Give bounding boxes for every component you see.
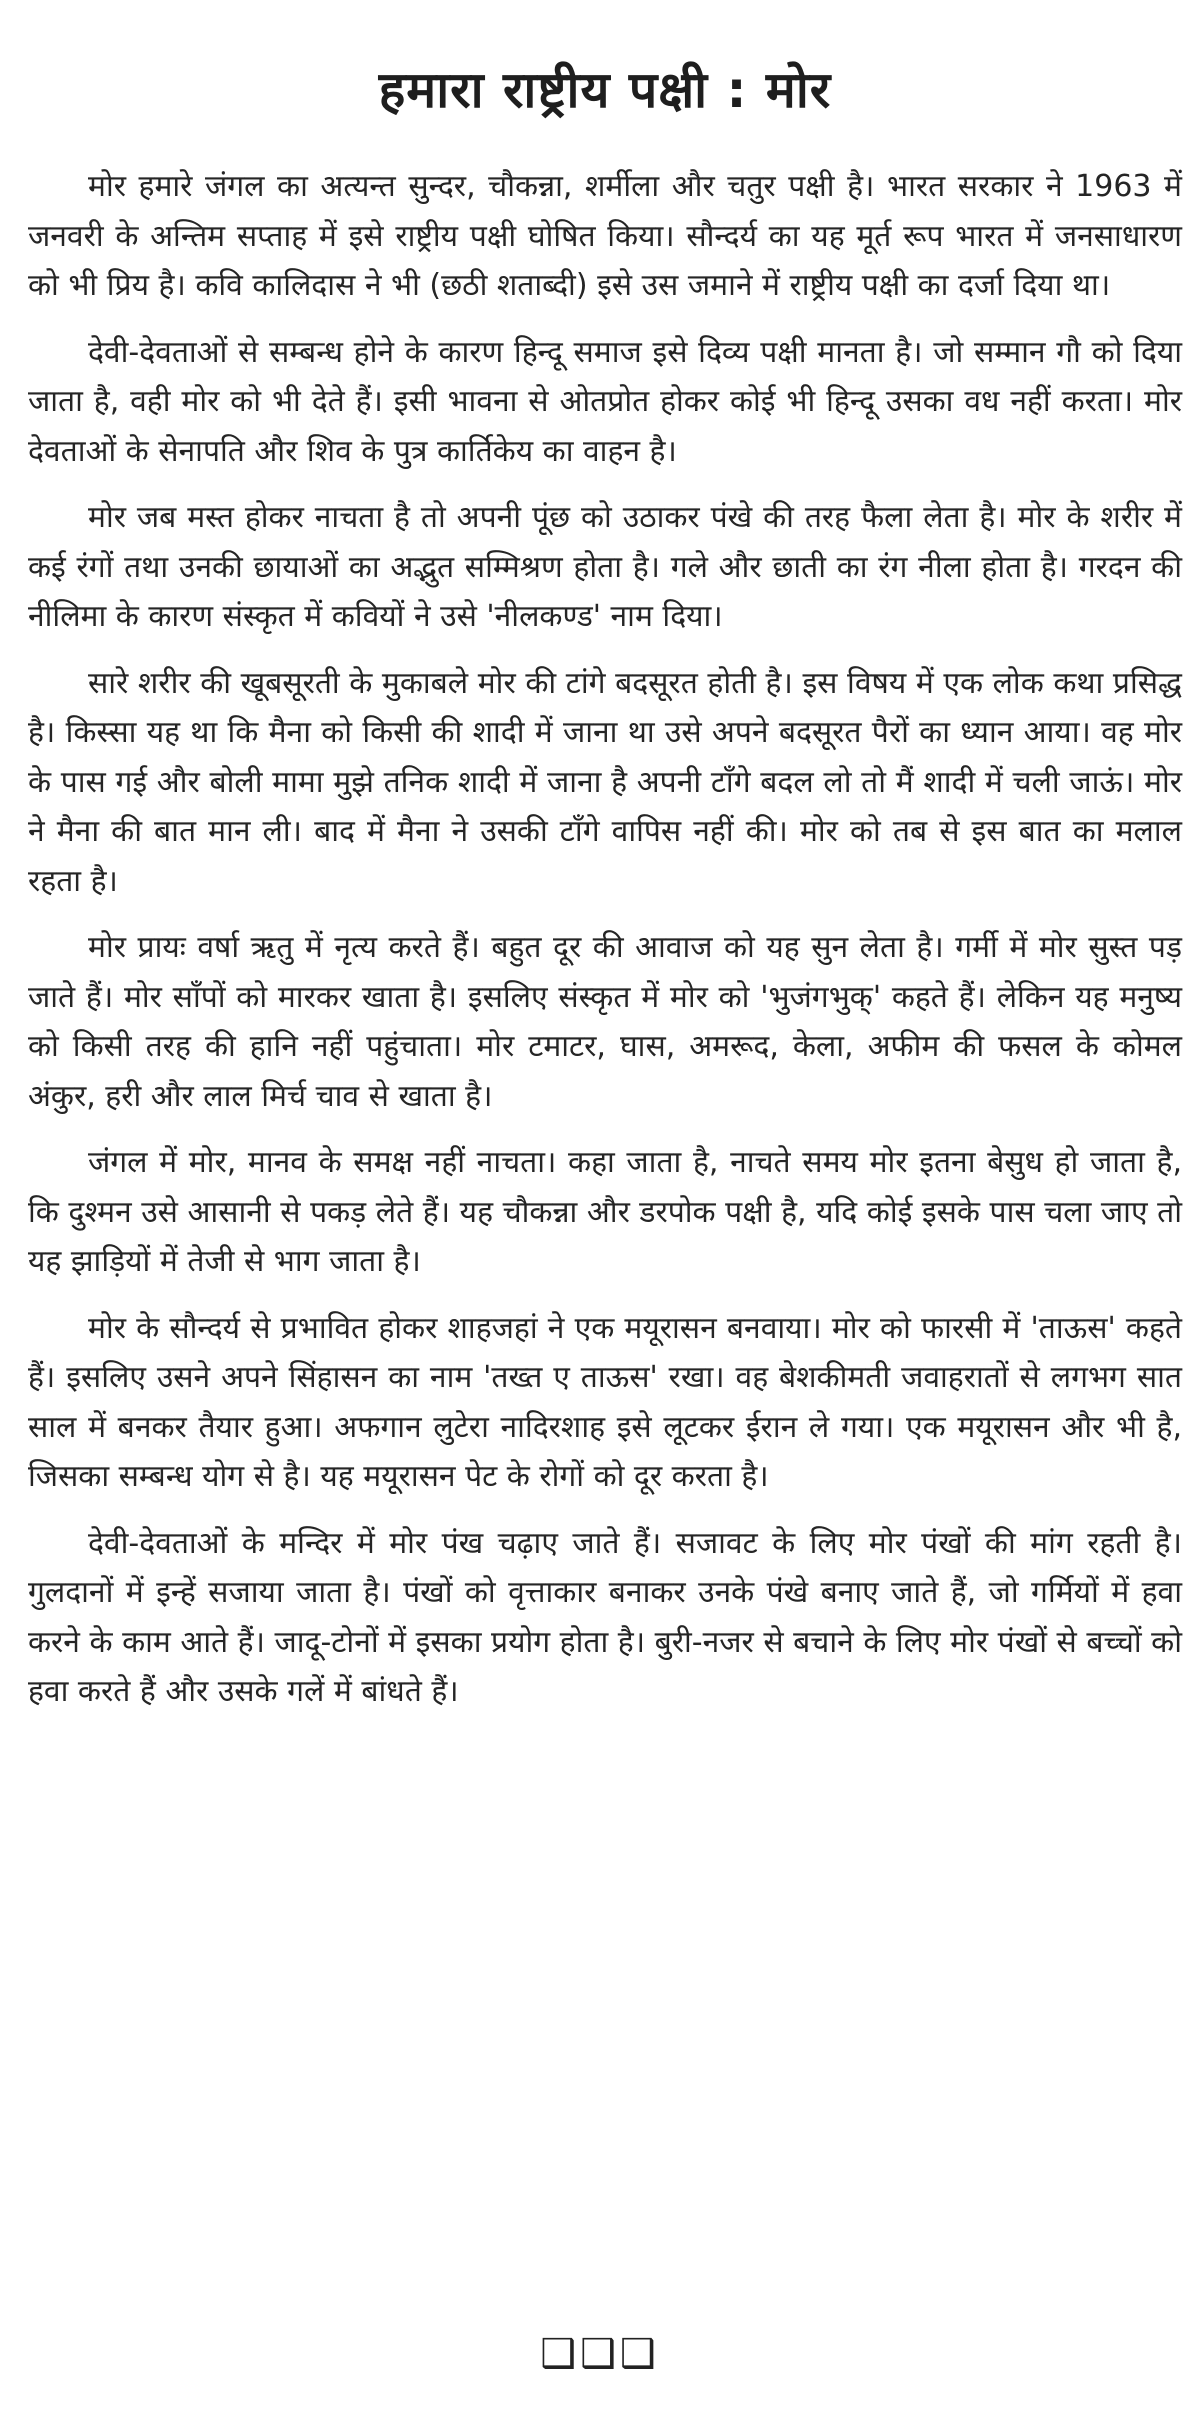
paragraph-6: जंगल में मोर, मानव के समक्ष नहीं नाचता। कहा जाता है, नाचते समय मोर इतना बेसुध हो जाता है, कि दुश्मन उसे आसानी से पकड़ लेते हैं। यह चौकन्ना और डरपोक पक्षी है, यदि कोई इसके पास चला जाए तो यह झाड़ियों में तेजी से भाग जाता है। [28,1145,1182,1279]
paragraph-1: मोर हमारे जंगल का अत्यन्त सुन्दर, चौकन्ना, शर्मीला और चतुर पक्षी है। भारत सरकार ने 1963 में जनवरी के अन्तिम सप्ताह में इसे राष्ट्रीय पक्षी घोषित किया। सौन्दर्य का यह मूर्त रूप भारत में जनसाधारण को भी प्रिय है। कवि कालिदास ने भी (छठी शताब्दी) इसे उस जमाने में राष्ट्रीय पक्षी का दर्जा दिया था। [28,169,1182,303]
essay-title: हमारा राष्ट्रीय पक्षी : मोर [378,61,832,119]
paragraph-3: मोर जब मस्त होकर नाचता है तो अपनी पूंछ को उठाकर पंखे की तरह फैला लेता है। मोर के शरीर में कई रंगों तथा उनकी छायाओं का अद्भुत सम्मिश्रण होता है। गले और छाती का रंग नीला होता है। गरदन की नीलिमा के कारण संस्कृत में कवियों ने उसे 'नीलकण्ड' नाम दिया। [28,500,1182,634]
end-of-text-marks: ❑❑❑ [540,2331,660,2377]
paragraph-8: देवी-देवताओं के मन्दिर में मोर पंख चढ़ाए जाते हैं। सजावट के लिए मोर पंखों की मांग रहती है। गुलदानों में इन्हें सजाया जाता है। पंखों को वृत्ताकार बनाकर उनके पंखे बनाए जाते हैं, जो गर्मियों में हवा करने के काम आते हैं। जादू-टोनों में इसका प्रयोग होता है। बुरी-नजर से बचाने के लिए मोर पंखों से बच्चों को हवा करते हैं और उसके गलें में बांधते हैं। [28,1525,1182,1709]
paragraph-7: मोर के सौन्दर्य से प्रभावित होकर शाहजहां ने एक मयूरासन बनवाया। मोर को फारसी में 'ताऊस' कहते हैं। इसलिए उसने अपने सिंहासन का नाम 'तख्त ए ताऊस' रखा। वह बेशकीमती जवाहरातों से लगभग सात साल में बनकर तैयार हुआ। अफगान लुटेरा नादिरशाह इसे लूटकर ईरान ले गया। एक मयूरासन और भी है, जिसका सम्बन्ध योग से है। यह मयूरासन पेट के रोगों को दूर करता है। [28,1310,1182,1494]
paragraph-4: सारे शरीर की खूबसूरती के मुकाबले मोर की टांगे बदसूरत होती है। इस विषय में एक लोक कथा प्रसिद्ध है। किस्सा यह था कि मैना को किसी की शादी में जाना था उसे अपने बदसूरत पैरों का ध्यान आया। वह मोर के पास गई और बोली मामा मुझे तनिक शादी में जाना है अपनी टाँगे बदल लो तो मैं शादी में चली जाऊं। मोर ने मैना की बात मान ली। बाद में मैना ने उसकी टाँगे वापिस नहीं की। मोर को तब से इस बात का मलाल रहता है। [28,665,1182,899]
paragraph-5: मोर प्रायः वर्षा ऋतु में नृत्य करते हैं। बहुत दूर की आवाज को यह सुन लेता है। गर्मी में मोर सुस्त पड़ जाते हैं। मोर साँपों को मारकर खाता है। इसलिए संस्कृत में मोर को 'भुजंगभुक्' कहते हैं। लेकिन यह मनुष्य को किसी तरह की हानि नहीं पहुंचाता। मोर टमाटर, घास, अमरूद, केला, अफीम की फसल के कोमल अंकुर, हरी और लाल मिर्च चाव से खाता है। [28,930,1182,1114]
paragraph-2: देवी-देवताओं से सम्बन्ध होने के कारण हिन्दू समाज इसे दिव्य पक्षी मानता है। जो सम्मान गौ को दिया जाता है, वही मोर को भी देते हैं। इसी भावना से ओतप्रोत होकर कोई भी हिन्दू उसका वध नहीं करता। मोर देवताओं के सेनापति और शिव के पुत्र कार्तिकेय का वाहन है। [28,334,1182,469]
